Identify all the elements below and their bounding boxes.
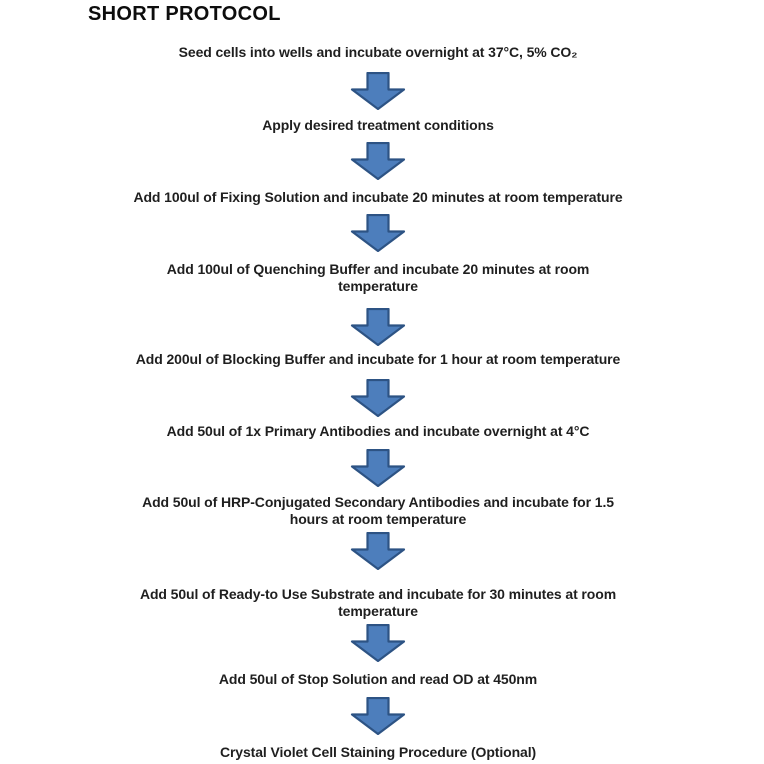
protocol-step-text: Add 50ul of 1x Primary Antibodies and incubate overnight at 4°C	[166, 423, 590, 439]
down-arrow-icon	[350, 624, 406, 662]
protocol-step-text: Seed cells into wells and incubate overnight at 37°C, 5% CO₂	[178, 44, 578, 60]
protocol-step-5	[0, 351, 756, 368]
down-arrow-icon	[350, 308, 406, 346]
protocol-step-6	[0, 423, 756, 440]
down-arrow-icon	[350, 379, 406, 417]
down-arrow-icon	[350, 532, 406, 570]
protocol-step-8	[0, 586, 756, 620]
protocol-step-2	[0, 117, 756, 134]
down-arrow-icon	[350, 214, 406, 252]
protocol-step-text: Add 100ul of Fixing Solution and incubate 20 minutes at room temperature	[133, 189, 623, 205]
protocol-step-text: Add 200ul of Blocking Buffer and incubate for 1 hour at room temperature	[135, 351, 621, 367]
protocol-step-text: Add 100ul of Quenching Buffer and incubate 20 minutes at room	[166, 261, 590, 277]
down-arrow-icon	[350, 72, 406, 110]
protocol-step-text: Crystal Violet Cell Staining Procedure (Optional)	[219, 744, 537, 760]
protocol-step-text: Apply desired treatment conditions	[262, 117, 494, 133]
protocol-step-text: Add 50ul of Ready-to Use Substrate and incubate for 30 minutes at room	[139, 586, 617, 602]
protocol-step-1	[0, 44, 756, 61]
protocol-step-text: hours at room temperature	[289, 511, 467, 527]
down-arrow-icon	[350, 142, 406, 180]
protocol-step-9	[0, 671, 756, 688]
down-arrow-icon	[350, 449, 406, 487]
protocol-step-text: Add 50ul of Stop Solution and read OD at 450nm	[218, 671, 538, 687]
page-title: SHORT PROTOCOL	[88, 3, 281, 25]
down-arrow-icon	[350, 697, 406, 735]
protocol-step-4	[0, 261, 756, 295]
protocol-step-3	[0, 189, 756, 206]
protocol-step-text: temperature	[338, 603, 418, 619]
protocol-step-text: Add 50ul of HRP-Conjugated Secondary Antibodies and incubate for 1.5	[142, 494, 614, 510]
protocol-step-text: temperature	[338, 278, 418, 294]
protocol-step-10	[0, 744, 756, 761]
protocol-step-7	[0, 494, 756, 528]
